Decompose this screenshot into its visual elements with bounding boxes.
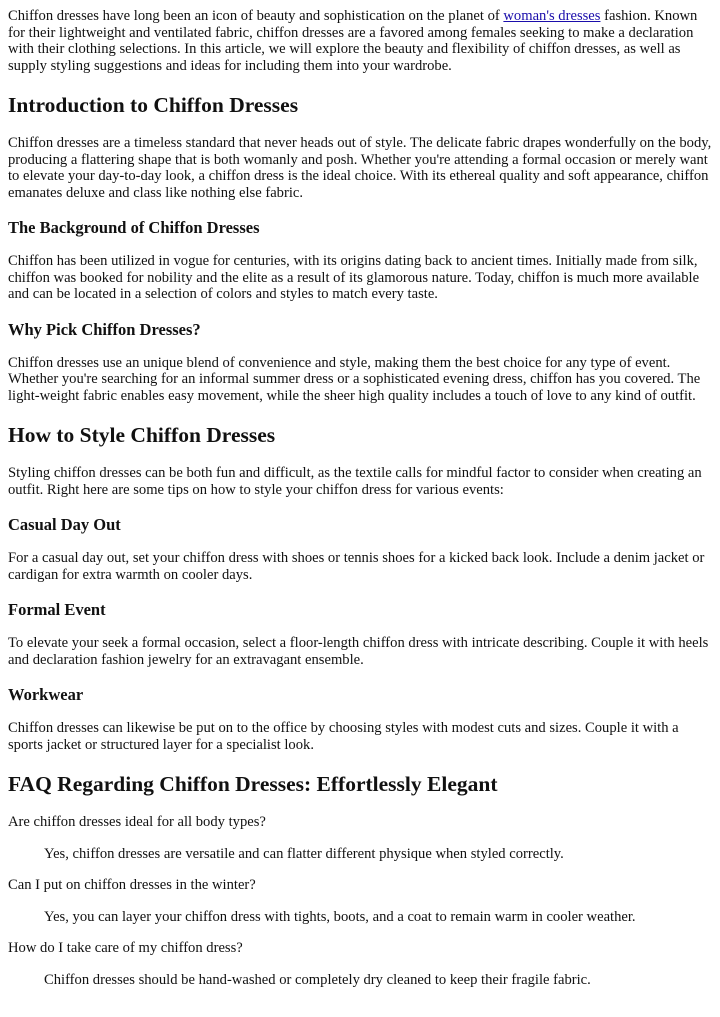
heading-workwear: Workwear — [8, 685, 84, 704]
faq-answer: Yes, you can layer your chiffon dress with tights, boots, and a coat to remain warm in cooler weather. — [44, 908, 636, 925]
intro-text-after-link: fashion. Known for their lightweight and ventilated fabric, chiffon dresses are a favored among females seeking to make a declaration with their clothing selections. In this article, we will explore the beauty and flexibility of chiffon dresses, as well as supply styling suggestions and ideas for including them into your wardrobe. — [8, 8, 698, 74]
paragraph-how-to-style: Styling chiffon dresses can be both fun and difficult, as the textile calls for mindful factor to consider when creating an outfit. Right here are some tips on how to style your chiffon dress for various events: — [8, 465, 702, 498]
intro-text-before-link: Chiffon dresses have long been an icon of beauty and sophistication on the planet of — [8, 8, 504, 24]
faq-list — [8, 814, 713, 988]
womans-dresses-link[interactable]: woman's dresses — [503, 8, 601, 24]
heading-how-to-style: How to Style Chiffon Dresses — [8, 423, 276, 447]
paragraph-casual-day-out: For a casual day out, set your chiffon dress with shoes or tennis shoes for a kicked back look. Include a denim jacket or cardigan for extra warmth on cooler days. — [8, 550, 705, 583]
faq-question: Can I put on chiffon dresses in the winter? — [8, 877, 256, 893]
paragraph-background: Chiffon has been utilized in vogue for centuries, with its origins dating back to ancient times. Initially made from silk, chiffon was booked for nobility and the elite as a result of its glamorous nature. Today, chiffon is much more available and can be located in a selection of colors and styles to match every taste. — [8, 253, 700, 302]
heading-formal-event: Formal Event — [8, 600, 106, 619]
intro-paragraph — [8, 8, 713, 74]
paragraph-introduction: Chiffon dresses are a timeless standard that never heads out of style. The delicate fabric drapes wonderfully on the body, producing a flattering shape that is both womanly and posh. Whether you're attending a formal occasion or merely want to elevate your day-to-day look, a chiffon dress is the ideal choice. With its ethereal quality and soft appearance, chiffon emanates deluxe and class like nothing else fabric. — [8, 135, 712, 201]
paragraph-why-pick: Chiffon dresses use an unique blend of convenience and style, making them the best choice for any type of event. Whether you're searching for an informal summer dress or a sophisticated evening dress, chiffon has you covered. The light-weight fabric enables easy movement, while the sheer high quality includes a touch of love to any kind of outfit. — [8, 354, 701, 404]
heading-introduction: Introduction to Chiffon Dresses — [8, 93, 299, 117]
faq-answer: Chiffon dresses should be hand-washed or completely dry cleaned to keep their fragile fabric. — [44, 971, 591, 988]
heading-why-pick: Why Pick Chiffon Dresses? — [8, 319, 201, 339]
heading-background: The Background of Chiffon Dresses — [8, 218, 260, 237]
faq-question: How do I take care of my chiffon dress? — [8, 940, 243, 956]
paragraph-formal-event: To elevate your seek a formal occasion, select a floor-length chiffon dress with intricate describing. Couple it with heels and declaration fashion jewelry for an extravagant ensemble. — [8, 635, 709, 668]
faq-answer: Yes, chiffon dresses are versatile and can flatter different physique when styled correctly. — [44, 845, 564, 862]
paragraph-workwear: Chiffon dresses can likewise be put on to the office by choosing styles with modest cuts and sizes. Couple it with a sports jacket or structured layer for a specialist look. — [8, 720, 679, 753]
faq-question: Are chiffon dresses ideal for all body types? — [8, 814, 266, 830]
heading-casual-day-out: Casual Day Out — [8, 515, 121, 534]
heading-faq: FAQ Regarding Chiffon Dresses: Effortlessly Elegant — [8, 772, 498, 796]
